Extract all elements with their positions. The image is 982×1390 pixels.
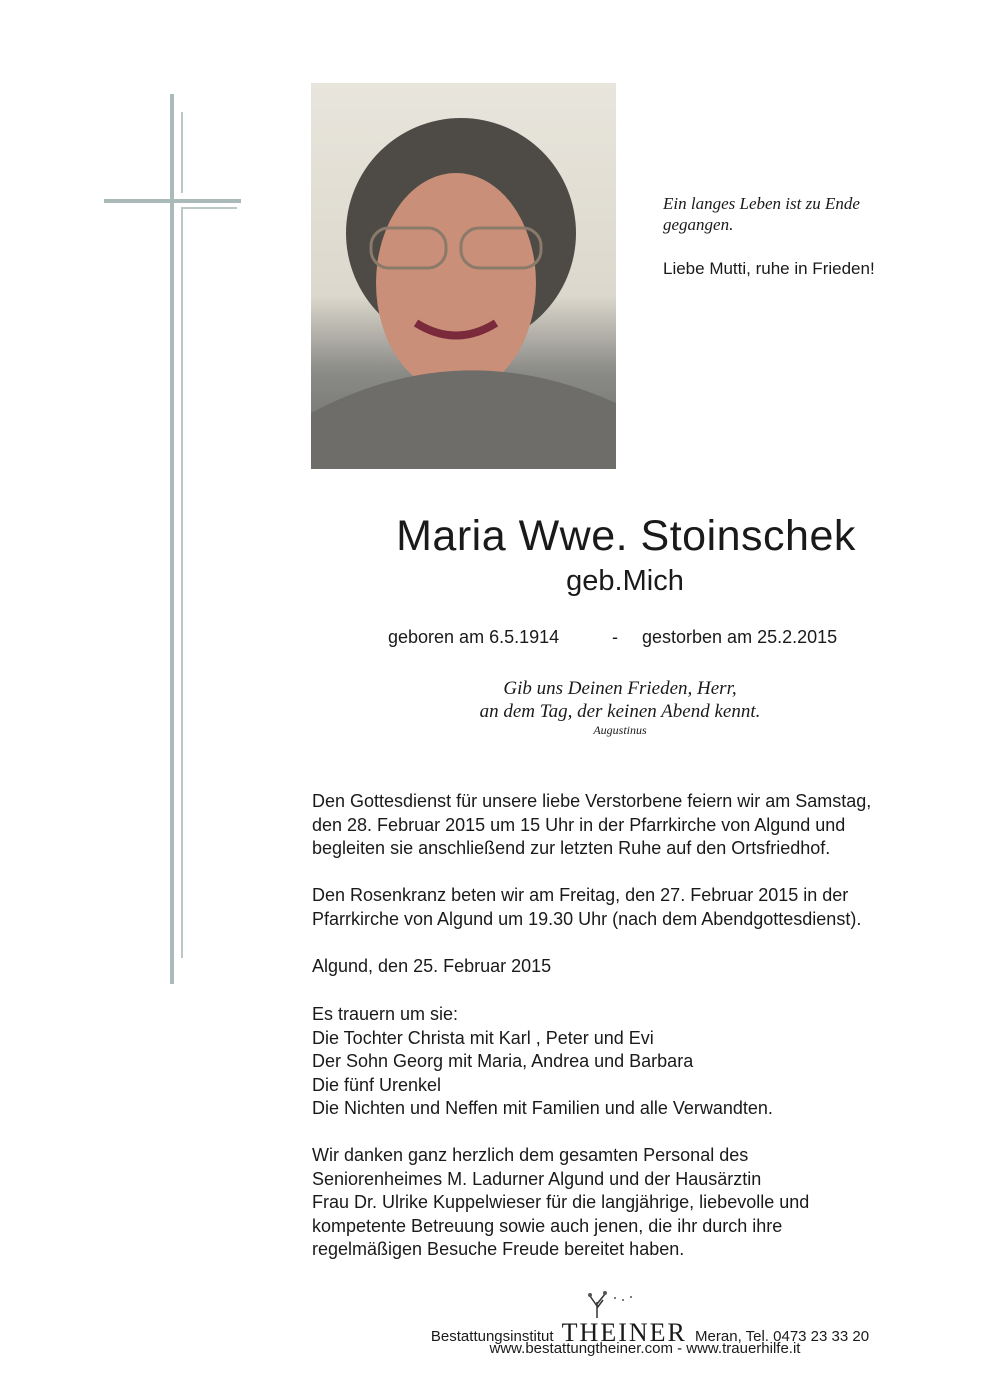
place-date: Algund, den 25. Februar 2015 xyxy=(312,956,552,976)
service-paragraph: Den Gottesdienst für unsere liebe Verstorbene feiern wir am Samstag, den 28. Februar 2015 um 15 Uhr in der Pfarrkirche von Algund und begleiten sie anschließend zur letzten Ruhe auf den Ortsfriedhof. xyxy=(312,791,872,858)
footer-contact: Meran, Tel. 0473 23 33 20 xyxy=(695,1328,870,1345)
deceased-name: Maria Wwe. Stoinschek xyxy=(396,512,856,560)
death-date: gestorben am 25.2.2015 xyxy=(642,627,838,647)
brand-logo: THEINER xyxy=(561,1318,687,1347)
verse-line: Gib uns Deinen Frieden, Herr, xyxy=(503,678,737,699)
mourners-list: Es trauern um sie: Die Tochter Christa mit Karl , Peter und Evi Der Sohn Georg mit Maria, Andrea und Barbara Die fünf Urenkel Die Nichten und Neffen mit Familien und alle Verwandten. xyxy=(312,1004,773,1118)
birth-date: geboren am 6.5.1914 xyxy=(388,627,560,647)
verse-line: an dem Tag, der keinen Abend kennt. xyxy=(479,701,761,722)
quote-text: Ein langes Leben ist zu Ende gegangen. xyxy=(663,194,860,234)
verse xyxy=(320,677,920,723)
verse-author: Augustinus xyxy=(593,723,647,737)
farewell-text: Liebe Mutti, ruhe in Frieden! xyxy=(663,259,875,278)
thanks-paragraph: Wir danken ganz herzlich dem gesamten Personal des Seniorenheimes M. Ladurner Algund und der Hausärztin Frau Dr. Ulrike Kuppelwieser für die langjährige, liebevolle und kompetente Betreuung sowie auch jenen, die ihr durch ihre regelmäßigen Besuche Freude bereitet haben. xyxy=(312,1145,810,1259)
date-separator: - xyxy=(612,627,618,647)
maiden-name: geb.Mich xyxy=(566,565,684,597)
footer-prefix: Bestattungsinstitut xyxy=(430,1328,554,1345)
footer-websites[interactable]: www.bestattungtheiner.com - www.trauerhilfe.it xyxy=(489,1340,801,1357)
portrait-photo xyxy=(311,83,616,469)
rosary-paragraph: Den Rosenkranz beten wir am Freitag, den 27. Februar 2015 in der Pfarrkirche von Algund um 19.30 Uhr (nach dem Abendgottesdienst). xyxy=(312,885,862,929)
